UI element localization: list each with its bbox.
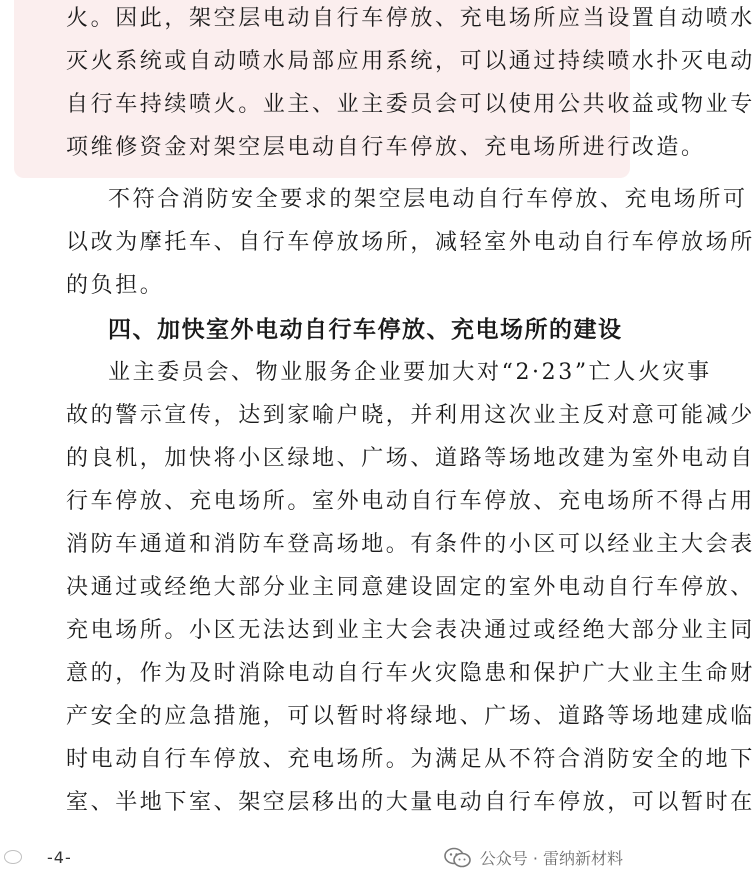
paragraph-2-line-2: 以改为摩托车、自行车停放场所，减轻室外电动自行车停放场所 [66, 230, 755, 255]
watermark-text: 公众号 · 雷纳新材料 [479, 849, 623, 868]
paragraph-3-line-5: 消防车通道和消防车登高场地。有条件的小区可以经业主大会表 [66, 532, 755, 557]
wechat-icon [444, 847, 472, 869]
highlight-line-3: 自行车持续喷火。业主、业主委员会可以使用公共收益或物业专 [66, 92, 755, 117]
paragraph-3-line-7: 充电场所。小区无法达到业主大会表决通过或经绝大部分业主同 [66, 618, 755, 643]
section-heading: 四、加快室外电动自行车停放、充电场所的建设 [108, 317, 623, 343]
paragraph-2-line-3: 的负担。 [66, 273, 165, 298]
page-number: -4- [47, 848, 72, 867]
highlight-line-4: 项维修资金对架空层电动自行车停放、充电场所进行改造。 [66, 135, 706, 160]
paragraph-3-line-3: 的良机，加快将小区绿地、广场、道路等场地改建为室外电动自 [66, 446, 755, 471]
page-footer [0, 842, 643, 881]
wechat-watermark [444, 846, 623, 869]
paragraph-3-line-6: 决通过或经绝大部分业主同意建设固定的室外电动自行车停放、 [66, 575, 755, 600]
paragraph-2-line-1: 不符合消防安全要求的架空层电动自行车停放、充电场所可 [108, 187, 748, 212]
highlight-line-2: 灭火系统或自动喷水局部应用系统，可以通过持续喷水扑灭电动 [66, 49, 755, 74]
highlight-line-1: 火。因此，架空层电动自行车停放、充电场所应当设置自动喷水 [66, 6, 755, 31]
paragraph-3-line-9: 产安全的应急措施，可以暂时将绿地、广场、道路等场地建成临 [66, 704, 755, 729]
paragraph-3-line-11: 室、半地下室、架空层移出的大量电动自行车停放，可以暂时在 [66, 790, 755, 815]
paragraph-3-line-4: 行车停放、充电场所。室外电动自行车停放、充电场所不得占用 [66, 489, 755, 514]
paragraph-3-line-8: 意的，作为及时消除电动自行车火灾隐患和保护广大业主生命财 [66, 661, 755, 686]
paragraph-3-line-10: 时电动自行车停放、充电场所。为满足从不符合消防安全的地下 [66, 747, 755, 772]
paragraph-3-line-1: 业主委员会、物业服务企业要加大对“2·23”亡人火灾事 [108, 360, 712, 385]
paragraph-3-line-2: 故的警示宣传，达到家喻户晓，并利用这次业主反对意可能减少 [66, 403, 755, 428]
source-logo-icon [4, 850, 22, 864]
source-mark [4, 850, 22, 864]
